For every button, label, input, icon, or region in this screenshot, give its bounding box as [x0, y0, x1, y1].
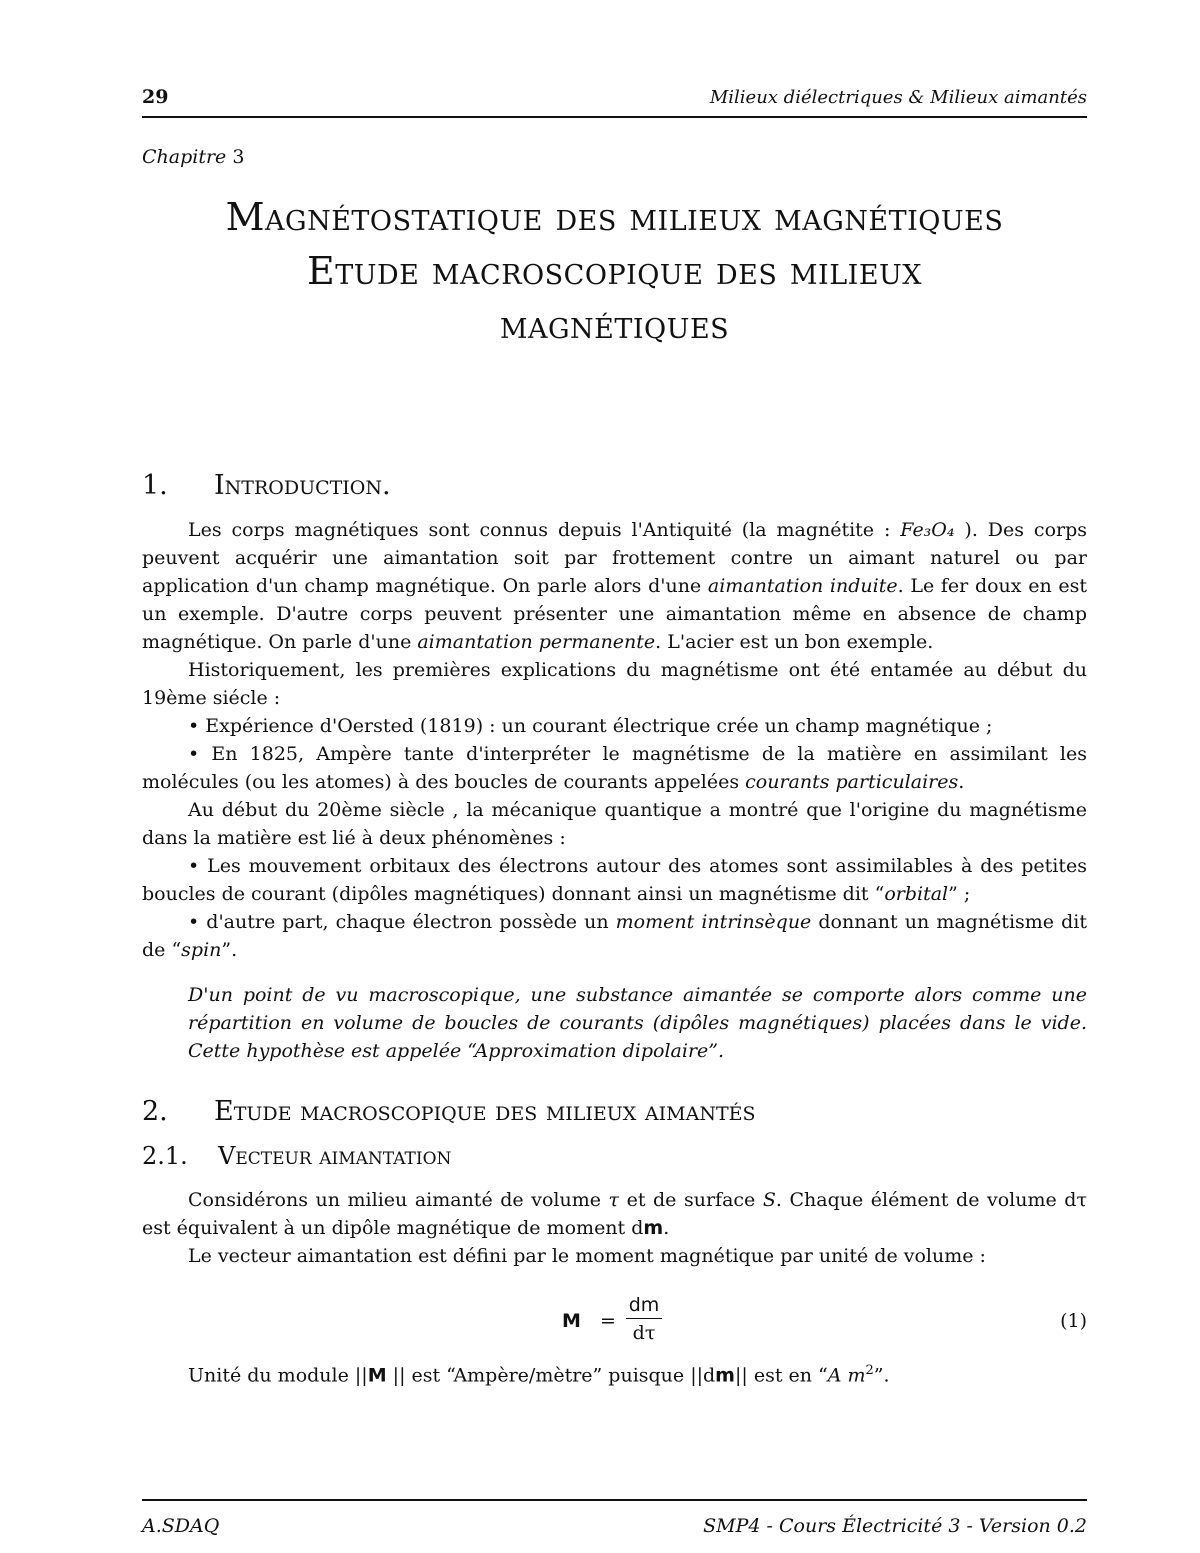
- subsection-title: Vecteur aimantation: [218, 1142, 452, 1170]
- paragraph: Unité du module ||M || est “Ampère/mètre” puisque ||dm|| est en “A $m^2$”.: [188, 1363, 890, 1387]
- page-footer: [142, 1499, 1087, 1537]
- equation-number: (1): [1060, 1310, 1087, 1332]
- chapter-title-line-2: Etude macroscopique des milieux: [306, 249, 923, 293]
- paragraph: Au début du 20ème siècle , la mécanique quantique a montré que l'origine du magnétisme dans la matière est lié à deux phénomènes :: [142, 799, 1087, 849]
- emphasis: courants particulaires: [745, 771, 959, 793]
- section-number: 1.: [142, 470, 168, 501]
- magnetization-vector: M: [562, 1310, 581, 1332]
- chapter-title: [142, 190, 1087, 352]
- section-2-1-heading: [142, 1142, 451, 1170]
- emphasis: aimantation induite: [707, 575, 898, 597]
- document-page: [142, 0, 1087, 1553]
- page-header: [142, 86, 1087, 118]
- chapter-title-line-1: Magnétostatique des milieux magnétiques: [225, 195, 1004, 239]
- fraction-denominator: dτ: [632, 1322, 656, 1344]
- subsection-number: 2.1.: [142, 1142, 188, 1170]
- dipole-approximation-statement: D'un point de vu macroscopique, une substance aimantée se comporte alors comme une répartition en volume de boucles de courants (dipôles magnétiques) placées dans le vide. Cette hypothèse est appelée “Approximation dipolaire”.: [188, 984, 1087, 1062]
- chapter-number: 3: [232, 146, 245, 168]
- chapter-word: Chapitre: [142, 146, 227, 168]
- formula: Fe₃O₄: [900, 519, 955, 541]
- bullet-item: • d'autre part, chaque électron possède un moment intrinsèque donnant un magnétisme dit de “spin”.: [142, 911, 1087, 961]
- section-number: 2.: [142, 1096, 168, 1127]
- section-1-body: [142, 516, 1087, 964]
- paragraph: Les corps magnétiques sont connus depuis l'Antiquité (la magnétite : Fe₃O₄ ). Des corps peuvent acquérir une aimantation soit par frottement contre un aimant naturel ou par application d'un champ magnétique. On parle alors d'une aimantation induite. Le fer doux en est un exemple. D'autre corps peuvent présenter une aimantation même en absence de champ magnétique. On parle d'une aimantation permanente. L'acier est un bon exemple.: [142, 519, 1088, 653]
- bullet-item: • Expérience d'Oersted (1819) : un courant électrique crée un champ magnétique ;: [188, 715, 993, 737]
- section-title: Etude macroscopique des milieux aimantés: [214, 1096, 756, 1127]
- footer-course: SMP4 - Cours Électricité 3 - Version 0.2: [703, 1515, 1087, 1537]
- paragraph: Le vecteur aimantation est défini par le moment magnétique par unité de volume :: [188, 1245, 986, 1267]
- section-1-heading: [142, 470, 391, 501]
- paragraph: Considérons un milieu aimanté de volume τ et de surface S. Chaque élément de volume dτ est équivalent à un dipôle magnétique de moment dm.: [142, 1189, 1087, 1239]
- fraction-numerator: dm: [626, 1292, 662, 1319]
- paragraph: Historiquement, les premières explications du magnétisme ont été entamée au début du 19ème siécle :: [142, 659, 1087, 709]
- section-2-heading: [142, 1096, 756, 1127]
- equals-sign: =: [600, 1310, 616, 1332]
- fraction: [626, 1292, 662, 1347]
- running-title: Milieux diélectriques & Milieux aimantés: [709, 87, 1087, 108]
- emphasis: aimantation permanente: [417, 631, 656, 653]
- emphasis: orbital: [884, 883, 949, 905]
- chapter-title-line-3: magnétiques: [499, 303, 730, 347]
- footer-author: A.SDAQ: [142, 1515, 220, 1537]
- section-2-1-body: [142, 1186, 1087, 1270]
- section-title: Introduction.: [214, 470, 391, 501]
- page-number: 29: [142, 86, 169, 108]
- equation-1: [142, 1292, 1087, 1352]
- bullet-item: • En 1825, Ampère tante d'interpréter le magnétisme de la matière en assimilant les molécules (ou les atomes) à des boucles de courants appelées courants particulaires.: [142, 743, 1087, 793]
- unit-statement: [142, 1357, 1087, 1389]
- chapter-label: [142, 146, 244, 168]
- emphasis: spin: [181, 939, 222, 961]
- bullet-item: • Les mouvement orbitaux des électrons autour des atomes sont assimilables à des petites boucles de courant (dipôles magnétiques) donnant ainsi un magnétisme dit “orbital” ;: [142, 855, 1087, 905]
- emphasis: moment intrinsèque: [615, 911, 812, 933]
